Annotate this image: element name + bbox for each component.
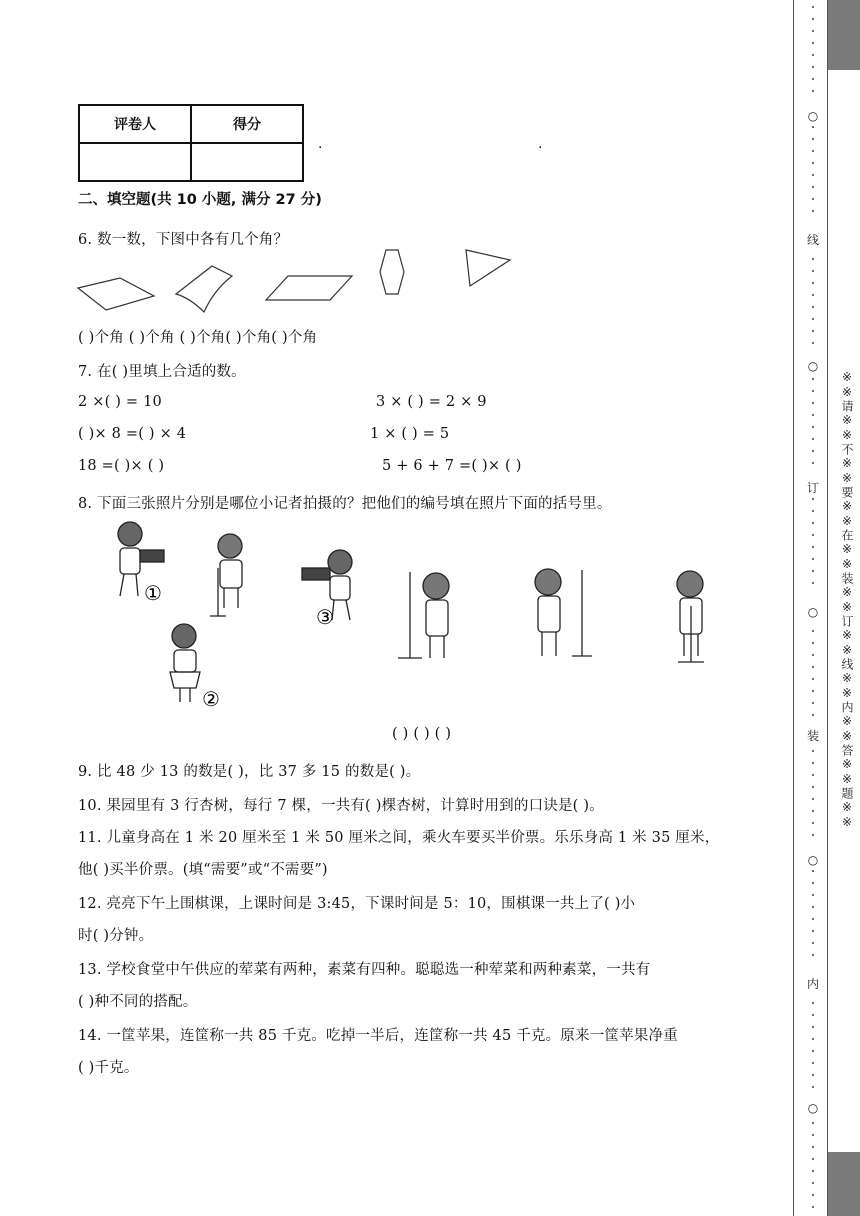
binding-dot <box>812 882 814 884</box>
binding-dot <box>812 342 814 344</box>
curved-quad-shape <box>176 266 232 312</box>
binding-dot <box>812 426 814 428</box>
circle-mark: ○ <box>807 605 819 619</box>
binding-dot <box>812 750 814 752</box>
hexagon-shape <box>380 250 404 294</box>
binding-dot <box>812 894 814 896</box>
binding-char-ding: 订 <box>806 481 819 495</box>
question-9: 9. 比 48 少 13 的数是( )，比 37 多 15 的数是( )。 <box>78 764 421 780</box>
q7-eq3b[interactable]: 5 + 6 + 7 =( )× ( ) <box>382 458 522 474</box>
binding-dot <box>812 774 814 776</box>
binding-dot <box>812 510 814 512</box>
question-12-line2: 时( )分钟。 <box>78 928 154 944</box>
photo-singer <box>398 572 449 658</box>
binding-dot <box>812 30 814 32</box>
binding-dot <box>812 1074 814 1076</box>
binding-dot <box>812 1158 814 1160</box>
binding-dot <box>812 834 814 836</box>
binding-dot <box>812 174 814 176</box>
q7-eq2a[interactable]: ( )× 8 =( ) × 4 <box>78 426 187 442</box>
binding-dot <box>812 258 814 260</box>
binding-dot <box>812 798 814 800</box>
binding-dot <box>812 906 814 908</box>
q7-eq3a[interactable]: 18 =( )× ( ) <box>78 458 165 474</box>
binding-char-zhuang: 装 <box>806 729 819 743</box>
binding-dot <box>812 546 814 548</box>
binding-dot <box>812 1182 814 1184</box>
circle-mark: ○ <box>807 853 819 867</box>
binding-dot <box>812 930 814 932</box>
grader-cell[interactable] <box>79 143 191 181</box>
q6-shapes <box>78 246 528 316</box>
dot-mark: . <box>318 136 323 152</box>
binding-dot <box>812 954 814 956</box>
binding-dot <box>812 1002 814 1004</box>
binding-dot <box>812 534 814 536</box>
label-1: ① <box>144 581 162 605</box>
binding-dot <box>812 498 814 500</box>
binding-dot <box>812 270 814 272</box>
binding-line <box>803 0 823 1216</box>
binding-dot <box>812 438 814 440</box>
binding-dot <box>812 1062 814 1064</box>
binding-dot <box>812 138 814 140</box>
binding-dot <box>812 762 814 764</box>
binding-dot <box>812 1026 814 1028</box>
binding-dot <box>812 918 814 920</box>
binding-dot <box>812 678 814 680</box>
binding-dot <box>812 78 814 80</box>
binding-dot <box>812 162 814 164</box>
binding-dot <box>812 186 814 188</box>
binding-dot <box>812 450 814 452</box>
question-13-line2: ( )种不同的搭配。 <box>78 994 198 1010</box>
circle-mark: ○ <box>807 1101 819 1115</box>
binding-gray-block-bottom <box>828 1152 860 1216</box>
binding-dot <box>812 1134 814 1136</box>
binding-notice: ※※请※※不※※要※※在※※装※※订※※线※※内※※答※※题※※ <box>840 370 854 830</box>
parallelogram-shape <box>266 276 352 300</box>
question-14-line1: 14. 一筐苹果，连筐称一共 85 千克。吃掉一半后，连筐称一共 45 千克。原来一筐苹果净重 <box>78 1028 678 1044</box>
score-table <box>78 104 304 182</box>
binding-dot <box>812 1170 814 1172</box>
binding-dot <box>812 810 814 812</box>
binding-dot <box>812 654 814 656</box>
circle-mark: ○ <box>807 359 819 373</box>
binding-dot <box>812 702 814 704</box>
binding-dot <box>812 1122 814 1124</box>
binding-dot <box>812 210 814 212</box>
binding-dot <box>812 18 814 20</box>
binding-dot <box>812 390 814 392</box>
binding-dot <box>812 462 814 464</box>
binding-char-xian: 线 <box>806 233 819 247</box>
triangle-shape <box>466 250 510 286</box>
binding-dot <box>812 570 814 572</box>
photo-singer <box>535 569 592 656</box>
question-13-line1: 13. 学校食堂中午供应的荤菜有两种，素菜有四种。聪聪选一种荤菜和两种素菜，一共有 <box>78 962 651 978</box>
binding-dot <box>812 6 814 8</box>
q7-eq2b[interactable]: 1 × ( ) = 5 <box>370 426 450 442</box>
binding-dot <box>812 942 814 944</box>
photo-singer <box>677 571 704 662</box>
binding-dot <box>812 282 814 284</box>
score-header: 得分 <box>191 105 303 143</box>
question-11-line2: 他( )买半价票。(填“需要”或“不需要”) <box>78 862 328 878</box>
q8-illustration <box>100 516 760 716</box>
binding-dot <box>812 150 814 152</box>
question-6: 6. 数一数，下图中各有几个角？ <box>78 232 289 248</box>
binding-char-nei: 内 <box>806 977 819 991</box>
score-cell[interactable] <box>191 143 303 181</box>
binding-dot <box>812 870 814 872</box>
q7-eq1b[interactable]: 3 × ( ) = 2 × 9 <box>376 394 487 410</box>
binding-dot <box>812 90 814 92</box>
binding-dot <box>812 126 814 128</box>
binding-dot <box>812 1014 814 1016</box>
binding-dot <box>812 318 814 320</box>
binding-dot <box>812 786 814 788</box>
q7-eq1a[interactable]: 2 ×( ) = 10 <box>78 394 162 410</box>
binding-dot <box>812 306 814 308</box>
binding-border-right <box>827 0 828 1216</box>
binding-dot <box>812 198 814 200</box>
label-2: ② <box>202 687 220 711</box>
binding-border-left <box>793 0 794 1216</box>
binding-dot <box>812 42 814 44</box>
quadrilateral-shape <box>78 278 154 310</box>
question-12-line1: 12. 亮亮下午上围棋课，上课时间是 3:45，下课时间是 5：10，围棋课一共上了( )小 <box>78 896 636 912</box>
q6-answers[interactable]: ( )个角 ( )个角 ( )个角( )个角( )个角 <box>78 330 318 346</box>
dot-mark: . <box>538 136 543 152</box>
binding-gray-block-top <box>828 0 860 70</box>
grader-header: 评卷人 <box>79 105 191 143</box>
binding-dot <box>812 1086 814 1088</box>
question-14-line2: ( )千克。 <box>78 1060 139 1076</box>
binding-dot <box>812 66 814 68</box>
section-title: 二、填空题(共 10 小题, 满分 27 分) <box>78 192 322 208</box>
binding-dot <box>812 330 814 332</box>
question-10: 10. 果园里有 3 行杏树，每行 7 棵，一共有( )棵杏树，计算时用到的口诀是( )。 <box>78 798 604 814</box>
question-11-line1: 11. 儿童身高在 1 米 20 厘米至 1 米 50 厘米之间，乘火车要买半价票。乐乐身高 1 米 35 厘米， <box>78 830 720 846</box>
binding-dot <box>812 522 814 524</box>
binding-dot <box>812 294 814 296</box>
binding-dot <box>812 642 814 644</box>
binding-dot <box>812 822 814 824</box>
binding-dot <box>812 582 814 584</box>
binding-dot <box>812 378 814 380</box>
binding-dot <box>812 666 814 668</box>
label-3: ③ <box>316 605 334 629</box>
binding-dot <box>812 690 814 692</box>
q8-answers[interactable]: ( ) ( ) ( ) <box>392 726 452 742</box>
binding-dot <box>812 630 814 632</box>
binding-dot <box>812 402 814 404</box>
binding-dot <box>812 558 814 560</box>
reporter-figure <box>170 624 200 702</box>
binding-dot <box>812 1050 814 1052</box>
question-7: 7. 在( )里填上合适的数。 <box>78 364 246 380</box>
binding-dot <box>812 1146 814 1148</box>
singer-figure <box>210 534 242 616</box>
binding-dot <box>812 1038 814 1040</box>
question-8: 8. 下面三张照片分别是哪位小记者拍摄的？把他们的编号填在照片下面的括号里。 <box>78 496 612 512</box>
circle-mark: ○ <box>807 109 819 123</box>
binding-dot <box>812 414 814 416</box>
binding-dot <box>812 1206 814 1208</box>
binding-dot <box>812 1194 814 1196</box>
binding-dot <box>812 54 814 56</box>
binding-dot <box>812 714 814 716</box>
